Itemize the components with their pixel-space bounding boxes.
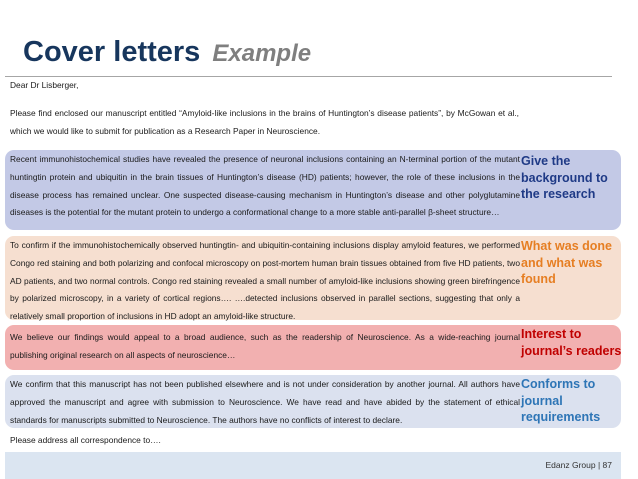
findings-section [5,236,621,320]
closing-line: Please address all correspondence to…. [10,435,161,445]
interest-text: We believe our findings would appeal to a broad audience, such as the readership of Neuroscience. As a wide-reaching journal publishing original research on all aspects of neuroscience… [10,332,520,360]
title-main: Cover letters [23,36,201,68]
footer-bar [5,452,621,479]
footer-label: Edanz Group | 87 [545,460,612,470]
findings-text: To confirm if the immunohistochemically observed huntingtin- and ubiquitin-containing inclusions display amyloid features, we performed Congo red staining and both polarizing and confocal microscopy on post-mortem human brain tissues obtained from five HD patients, two AD patients, and two normal controls. Congo red staining revealed a small number of amyloid-like inclusions showing green birefringence by polarized microscopy, in a variety of cortical regions…. ….detected inclusions observed in parallel sections, suggesting that only a relatively small proportion of inclusions in HD adopt an amyloid-like structure. [10,240,520,322]
background-text: Recent immunohistochemical studies have revealed the presence of neuronal inclusions containing an N-terminal portion of the mutant huntingtin protein and ubiquitin in the brain tissues of Huntington’s disease (HD) patients; however, the role of these inclusions in the disease process has remained unclear. One suspected disease-causing mechanism in Huntington’s disease and other polyglutamine diseases is the potential for the mutant protein to undergo a conformational change to a more stable anti-parallel β-sheet structure… [10,154,520,218]
title-subtitle: Example [212,40,312,67]
requirements-annotation: Conforms to journal requirements [521,377,601,424]
requirements-section [5,375,621,428]
interest-annotation: Interest to journal’s readers [521,327,622,358]
interest-section [5,325,621,370]
intro-paragraph: Please find enclosed our manuscript entitled “Amyloid-like inclusions in the brains of Huntington’s disease patients”, by McGowan et al., which we would like to submit for publication as a Research Paper in Neuroscience. [10,108,519,136]
requirements-text: We confirm that this manuscript has not been published elsewhere and is not under consideration by another journal. All authors have approved the manuscript and agree with submission to Neuroscience. We have read and have abided by the statement of ethical standards for manuscripts submitted to Neuroscience. The authors have no conflicts of interest to declare. [10,379,520,425]
findings-annotation: What was done and what was found [521,239,612,286]
background-section [5,150,621,230]
salutation: Dear Dr Lisberger, [10,80,79,90]
background-annotation: Give the background to the research [521,154,608,201]
slide-title [23,38,311,67]
